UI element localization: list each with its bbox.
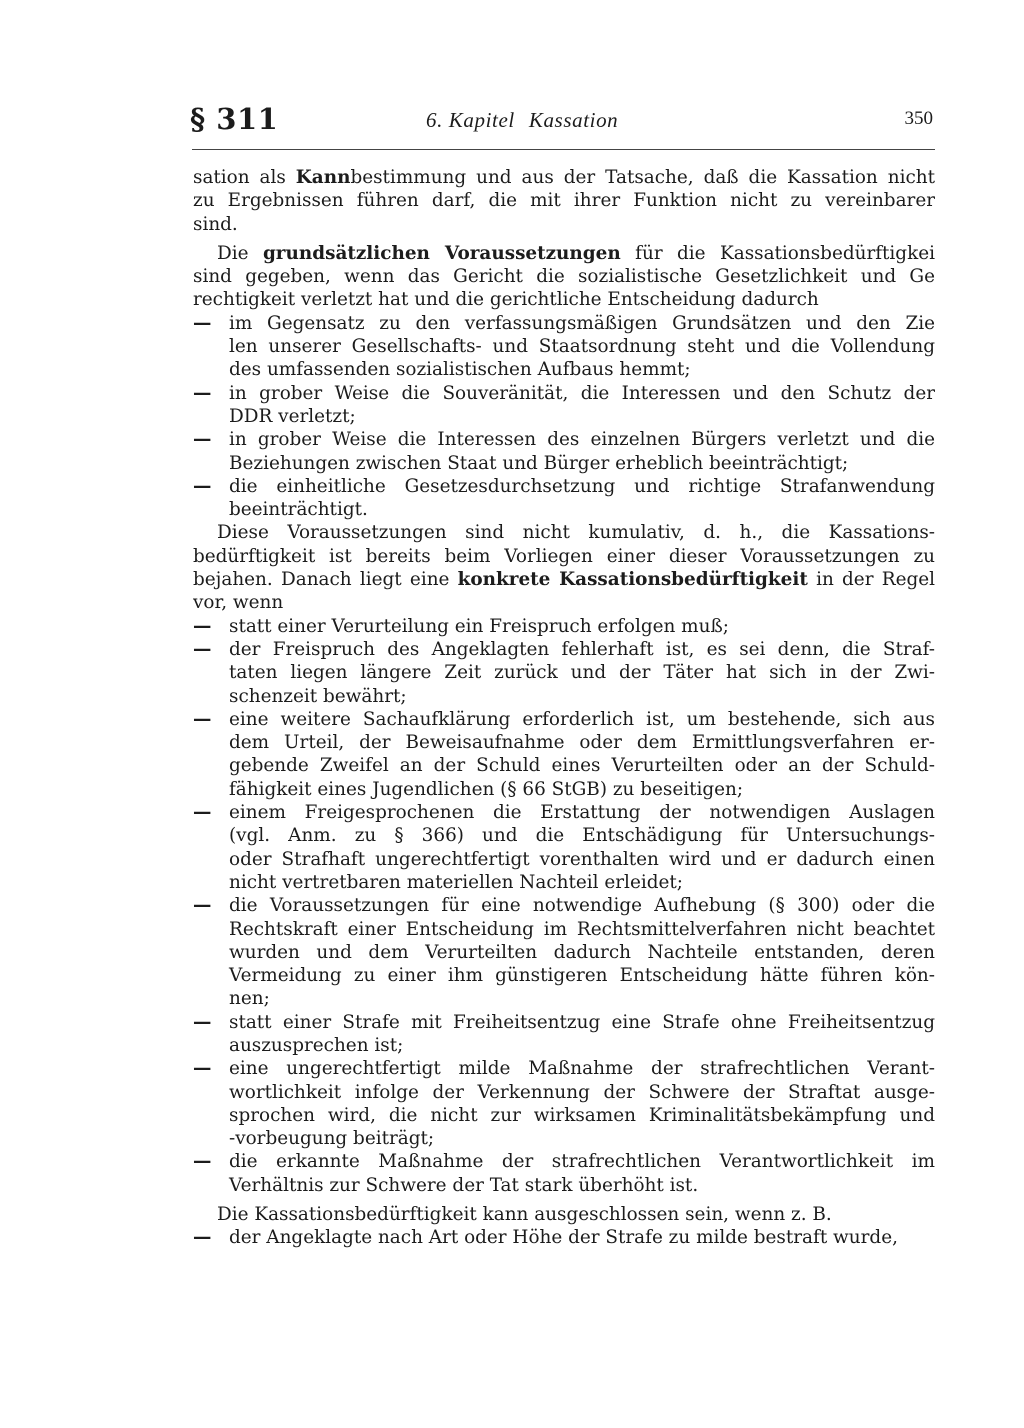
text-span: sation als	[193, 167, 296, 188]
list-item-line	[193, 754, 935, 777]
list-item-text: die Voraussetzungen für eine notwendige Aufhebung (§ 300) oder die	[229, 895, 935, 917]
list-item-text: -vorbeugung beiträgt;	[229, 1128, 435, 1150]
text-line	[193, 568, 935, 591]
list-item-text: statt einer Strafe mit Freiheitsentzug eine Strafe ohne Freiheitsentzug	[229, 1011, 935, 1033]
dash-bullet: —	[193, 615, 212, 637]
text-span: in der Regel	[807, 569, 935, 591]
list-item-line	[193, 638, 935, 661]
list-item	[193, 428, 935, 475]
dash-bullet: —	[193, 475, 212, 497]
list-item	[193, 1150, 935, 1197]
list-item	[193, 475, 935, 522]
dash-bullet: —	[193, 382, 212, 404]
dash-bullet: —	[193, 638, 212, 660]
list-item-line	[193, 615, 935, 638]
page-body	[193, 166, 935, 1250]
dash-bullet: —	[193, 802, 212, 824]
list-item-text: beeinträchtigt.	[229, 499, 368, 521]
list-item	[193, 615, 935, 638]
list-item-text: oder Strafhaft ungerechtfertigt vorenthalten wird und er dadurch einen	[229, 848, 935, 870]
list-item-text: in grober Weise die Souveränität, die Interessen und den Schutz der	[229, 382, 935, 404]
list-item-text: nen;	[229, 988, 270, 1010]
list-item-line	[193, 1034, 935, 1057]
list-item-line	[193, 801, 935, 824]
list-item-line	[193, 498, 935, 521]
running-head	[426, 108, 618, 133]
list-item-text: Vermeidung zu einer ihm günstigeren Entscheidung hätte führen kön-	[229, 965, 935, 987]
list-item-text: des umfassenden sozialistischen Aufbaus hemmt;	[229, 359, 691, 381]
list-item-line	[193, 1174, 935, 1197]
text-line	[193, 242, 935, 265]
list-item-text: dem Urteil, der Beweisaufnahme oder dem Ermittlungsverfahren er-	[229, 732, 935, 754]
list-item-line	[193, 731, 935, 754]
list-item-line	[193, 358, 935, 381]
text-span: für die Kassationsbedürftigkei	[620, 242, 935, 264]
list-item-line	[193, 778, 935, 801]
list-item	[193, 312, 935, 382]
dash-bullet: —	[193, 429, 212, 451]
list-item-line	[193, 941, 935, 964]
list-item	[193, 382, 935, 429]
list-item-line	[193, 1226, 935, 1249]
list-item-text: statt einer Verurteilung ein Freispruch erfolgen muß;	[229, 615, 729, 637]
text-line	[193, 166, 935, 189]
dash-bullet: —	[193, 1151, 212, 1173]
list-item-text: nicht vertretbaren materiellen Nachteil erleidet;	[229, 871, 683, 893]
text-line: zu Ergebnissen führen darf, die mit ihrer Funktion nicht zu vereinbarer	[193, 190, 935, 212]
list-item-text: gebende Zweifel an der Schuld eines Verurteilten oder an der Schuld-	[229, 755, 935, 777]
list-item-line	[193, 685, 935, 708]
list-item-text: DDR verletzt;	[229, 405, 356, 427]
list-item	[193, 708, 935, 801]
cases-list	[193, 615, 935, 1197]
list-item-text: Rechtskraft einer Entscheidung im Rechtsmittelverfahren nicht beachtet	[229, 918, 935, 940]
dash-bullet: —	[193, 708, 212, 730]
list-item-line	[193, 1104, 935, 1127]
list-item-text: Verhältnis zur Schwere der Tat stark überhöht ist.	[229, 1174, 699, 1196]
header-rule	[192, 149, 935, 150]
list-item	[193, 1226, 935, 1249]
list-item-text: eine weitere Sachaufklärung erforderlich ist, um bestehende, sich aus	[229, 708, 935, 730]
text-line: bedürftigkeit ist bereits beim Vorliegen einer dieser Voraussetzungen zu	[193, 545, 935, 567]
list-item-line	[193, 987, 935, 1010]
list-item	[193, 1057, 935, 1150]
list-item-line	[193, 428, 935, 451]
bold-term: konkrete Kassationsbedürftigkeit	[457, 569, 808, 591]
dash-bullet: —	[193, 312, 212, 334]
list-item-line	[193, 1150, 935, 1173]
list-item-line	[193, 405, 935, 428]
list-item-text: (vgl. Anm. zu § 366) und die Entschädigung für Untersuchungs-	[229, 825, 935, 847]
list-item	[193, 638, 935, 708]
list-item-text: eine ungerechtfertigt milde Maßnahme der strafrechtlichen Verant-	[229, 1058, 935, 1080]
list-item-line	[193, 1011, 935, 1034]
text-span: Die	[217, 242, 263, 264]
list-item-text: len unserer Gesellschafts- und Staatsordnung steht und die Vollendung	[229, 336, 935, 358]
list-item-text: der Freispruch des Angeklagten fehlerhaft ist, es sei denn, die Straf-	[229, 638, 935, 660]
list-item-text: sprochen wird, die nicht zur wirksamen Kriminalitätsbekämpfung und	[229, 1104, 935, 1126]
list-item-text: in grober Weise die Interessen des einzelnen Bürgers verletzt und die	[229, 429, 935, 451]
list-item	[193, 801, 935, 894]
list-item-text: die erkannte Maßnahme der strafrechtlichen Verantwortlichkeit im	[229, 1151, 935, 1173]
list-item-line	[193, 475, 935, 498]
list-item-text: wurden und dem Verurteilten dadurch Nachteile entstanden, deren	[229, 941, 935, 963]
page-header	[190, 102, 935, 142]
list-item-line	[193, 452, 935, 475]
list-item-line	[193, 894, 935, 917]
list-item-text: schenzeit bewährt;	[229, 685, 407, 707]
list-item-line	[193, 918, 935, 941]
text-line: vor, wenn	[193, 592, 284, 614]
list-item-line	[193, 382, 935, 405]
list-item-line	[193, 661, 935, 684]
text-line: sind.	[193, 213, 238, 235]
text-line: Die Kassationsbedürftigkeit kann ausgeschlossen sein, wenn z. B.	[217, 1204, 832, 1226]
text-line: rechtigkeit verletzt hat und die gerichtliche Entscheidung dadurch	[193, 289, 819, 311]
list-item-text: einem Freigesprochenen die Erstattung der notwendigen Auslagen	[229, 802, 935, 824]
list-item-text: die einheitliche Gesetzesdurchsetzung und richtige Strafanwendung	[229, 475, 935, 497]
list-item-text: auszusprechen ist;	[229, 1034, 404, 1056]
text-line: Diese Voraussetzungen sind nicht kumulativ, d. h., die Kassations-	[217, 522, 935, 544]
list-item-line	[193, 335, 935, 358]
list-item	[193, 894, 935, 1010]
text-line: sind gegeben, wenn das Gericht die sozialistische Gesetzlichkeit und Ge	[193, 266, 935, 288]
list-item-line	[193, 1127, 935, 1150]
dash-bullet: —	[193, 895, 212, 917]
list-item-text: Beziehungen zwischen Staat und Bürger erheblich beeinträchtigt;	[229, 452, 849, 474]
section-number: § 311	[190, 102, 279, 136]
chapter-number: 6. Kapitel	[426, 108, 515, 132]
list-item-text: wortlichkeit infolge der Verkennung der Schwere der Straftat ausge-	[229, 1081, 935, 1103]
list-item-text: der Angeklagte nach Art oder Höhe der Strafe zu milde bestraft wurde,	[229, 1227, 898, 1249]
list-item-line	[193, 1081, 935, 1104]
list-item-line	[193, 964, 935, 987]
exclusion-list	[193, 1226, 935, 1249]
list-item-text: taten liegen längere Zeit zurück und der Täter hat sich in der Zwi-	[229, 662, 935, 684]
text-span: bejahen. Danach liegt eine	[193, 569, 458, 591]
bold-term: Kann	[295, 167, 351, 188]
requirements-list	[193, 312, 935, 522]
chapter-title: Kassation	[528, 108, 619, 132]
dash-bullet: —	[193, 1227, 212, 1249]
list-item-line	[193, 312, 935, 335]
page-number: 350	[904, 108, 933, 129]
list-item-text: fähigkeit eines Jugendlichen (§ 66 StGB) zu beseitigen;	[229, 778, 744, 800]
list-item-text: im Gegensatz zu den verfassungsmäßigen Grundsätzen und den Zie	[229, 312, 935, 334]
list-item-line	[193, 708, 935, 731]
dash-bullet: —	[193, 1011, 212, 1033]
list-item	[193, 1011, 935, 1058]
list-item-line	[193, 1057, 935, 1080]
bold-term: grundsätzlichen Voraussetzungen	[262, 242, 621, 264]
text-span: bestimmung und aus der Tatsache, daß die Kassation nicht	[350, 167, 935, 188]
dash-bullet: —	[193, 1058, 212, 1080]
list-item-line	[193, 848, 935, 871]
list-item-line	[193, 824, 935, 847]
list-item-line	[193, 871, 935, 894]
